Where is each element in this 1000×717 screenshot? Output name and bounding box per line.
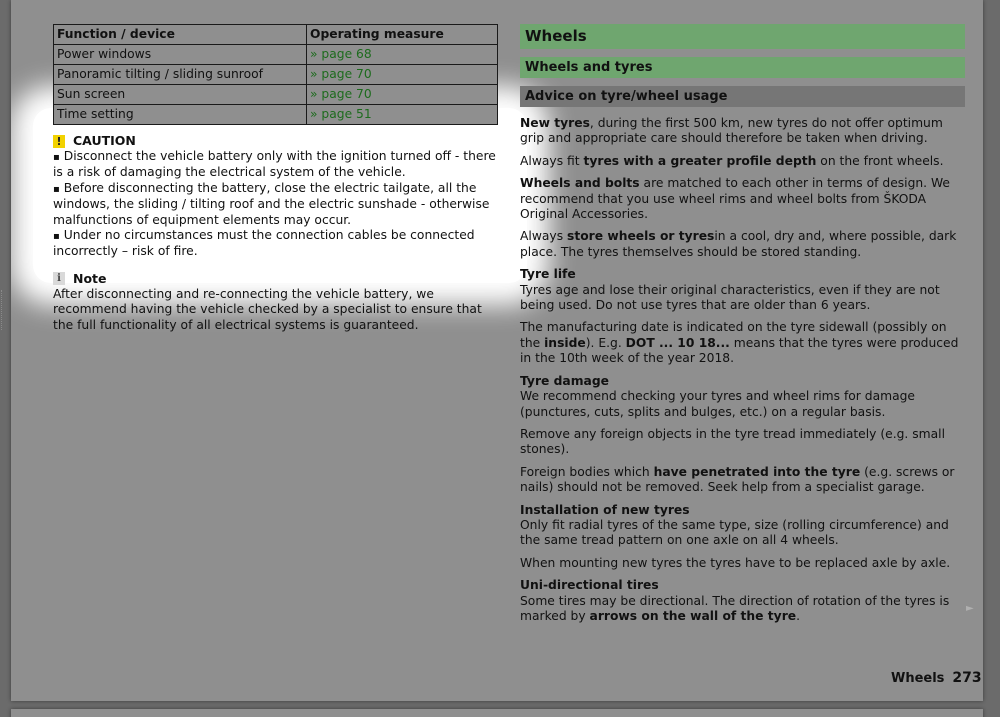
directional-paragraph [520,594,965,625]
remove-objects-text: Remove any foreign objects in the tyre tread immediately (e.g. small stones). [520,426,945,457]
bold-text: arrows on the wall of the tyre [589,608,797,623]
section-heading: Wheels [520,24,965,49]
page-link[interactable]: » page 70 [307,85,498,105]
installation-text: Only fit radial tyres of the same type, size (rolling circumference) and the same tread pattern on one axle on all 4 wheels. [520,517,949,548]
bold-text: Wheels and bolts [520,176,640,191]
profile-depth-paragraph [520,154,965,169]
function-table [53,24,498,125]
text: Always fit [520,153,584,168]
text: Some tires may be directional. The direction of rotation of the tyres is marked by [520,593,950,623]
axle-replacement-text: When mounting new tyres the tyres have to be replaced axle by axle. [520,555,951,570]
storage-paragraph [520,229,965,260]
bold-text: store wheels or tyres [567,229,715,244]
bold-text: inside [544,335,586,350]
caution-box [53,133,498,260]
installation-heading: Installation of new tyres [520,502,690,517]
text: ). E.g. [585,335,626,350]
table-header-measure: Operating measure [307,25,498,45]
text: on the front wheels. [816,153,944,168]
text: Foreign bodies which [520,464,654,479]
tyre-life-heading: Tyre life [520,267,576,282]
footer-section: Wheels [891,671,945,686]
tyre-life-text: Tyres age and lose their original characteristics, even if they are not being used. Do not use tyres that are older than 6 years. [520,282,940,313]
topic-heading: Advice on tyre/wheel usage [520,86,965,107]
caution-heading [53,133,498,149]
bold-text: have penetrated into the tyre [653,464,861,479]
caution-item: ▪ Before disconnecting the battery, close the electric tailgate, all the windows, the sliding / tilting roof and the electric sunshade - otherwise malfunctions of equipment elements may occur. [53,181,498,228]
continue-arrow-icon: ► [966,603,974,614]
bold-text: New tyres [520,116,590,130]
warning-icon: ! [53,135,65,148]
text: in a cool, dry and, where possible, dark place. The tyres themselves should be stored standing. [520,229,957,259]
table-cell-device: Panoramic tilting / sliding sunroof [54,65,307,85]
table-cell-device: Sun screen [54,85,307,105]
note-box [53,271,498,333]
text: (e.g. screws or nails) should not be removed. Seek help from a specialist garage. [520,464,955,495]
page-link[interactable]: » page 68 [307,45,498,65]
next-page-edge [11,709,983,717]
manufacturing-date-paragraph [520,320,965,366]
table-row [54,65,498,85]
text: means that the tyres were produced in the 10th week of the year 2018. [520,335,959,366]
bold-text: tyres with a greater profile depth [583,153,817,168]
page-link[interactable]: » page 70 [307,65,498,85]
caution-item: ▪ Under no circumstances must the connection cables be connected incorrectly – risk of fire. [53,228,498,260]
text: The manufacturing date is indicated on the tyre sidewall (possibly on the [520,320,947,350]
caution-item: ▪ Disconnect the vehicle battery only with the ignition turned off - there is a risk of damaging the electrical system of the vehicle. [53,149,498,181]
right-column [520,24,965,631]
scroll-grip[interactable] [1,290,6,330]
directional-heading: Uni-directional tires [520,578,659,593]
table-header-device: Function / device [54,25,307,45]
text: are matched to each other in terms of design. We recommend that you use wheel rims and wheel bolts from ŠKODA Original Accessories. [520,176,951,222]
page-link[interactable]: » page 51 [307,105,498,125]
table-row [54,105,498,125]
table-header-row [54,25,498,45]
table-cell-device: Time setting [54,105,307,125]
caution-title: CAUTION [73,133,136,149]
left-column [53,24,498,340]
foreign-bodies-paragraph [520,465,965,496]
info-icon: i [53,272,65,285]
text: Always [520,229,568,244]
note-text: After disconnecting and re-connecting the vehicle battery, we recommend having the vehicle checked by a specialist to ensure that the full functionality of all electrical systems is guaranteed. [53,286,482,332]
chapter-heading: Wheels and tyres [520,57,965,78]
document-page [11,0,983,701]
text: . [796,608,801,623]
table-row [54,85,498,105]
page-footer [891,670,982,686]
table-row [54,45,498,65]
wheels-bolts-paragraph [520,176,965,222]
tyre-damage-heading: Tyre damage [520,373,609,388]
page-number: 273 [952,670,982,686]
new-tyres-paragraph [520,116,965,147]
bold-text: DOT ... 10 18... [625,335,730,350]
text: , during the first 500 km, new tyres do not offer optimum grip and appropriate care should therefore be taken when driving. [520,116,943,146]
table-cell-device: Power windows [54,45,307,65]
tyre-damage-text: We recommend checking your tyres and wheel rims for damage (punctures, cuts, splits and bulges, etc.) on a regular basis. [520,389,915,419]
note-heading [53,271,498,287]
note-title: Note [73,271,107,287]
